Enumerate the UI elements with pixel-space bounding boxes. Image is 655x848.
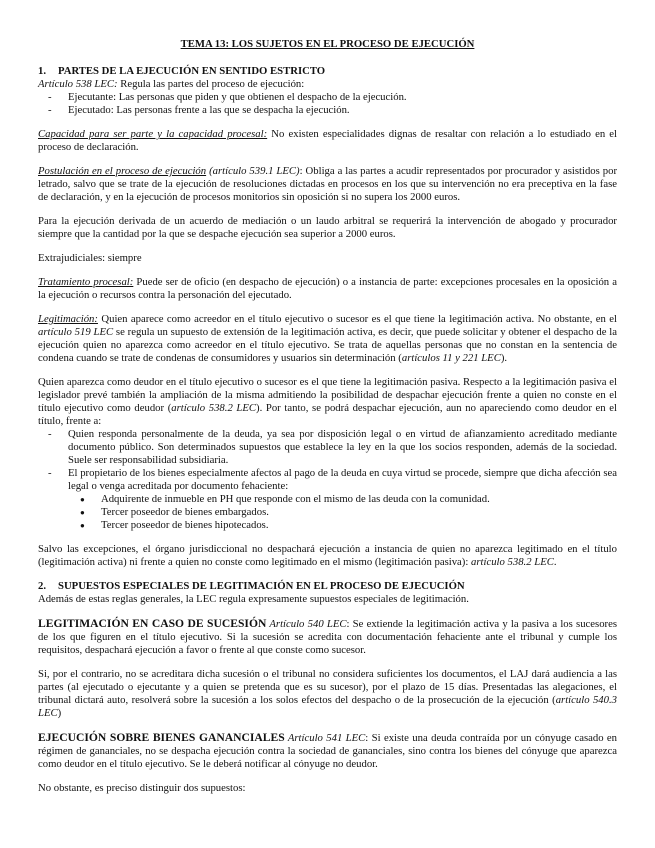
intro-article-ref: Artículo 538 LEC: xyxy=(38,78,118,90)
parties-list xyxy=(38,91,617,117)
passive-legitimation-paragraph xyxy=(38,376,617,428)
postulation-text: : Obliga a las partes a acudir representados por procurador y asistidos por letrado, salvo que se trate de la ejecución de resoluciones dictadas en procesos en los que su intervención no era preceptiva en la fase de declaración, y en la ejecución de procesos monitorios sin oposición si no supera los 2000 euros. xyxy=(38,165,618,203)
section-1-title: PARTES DE LA EJECUCIÓN EN SENTIDO ESTRICTO xyxy=(58,65,326,77)
list-item: ● Tercer poseedor de bienes hipotecados. xyxy=(38,519,617,532)
capacity-label: Capacidad para ser parte y la capacidad procesal: xyxy=(38,128,268,140)
procedural-treatment-paragraph xyxy=(38,276,617,302)
legitimation-text: ). xyxy=(500,352,508,364)
hearing-text: Si, por el contrario, no se acreditara dicha sucesión o el tribunal no considera suficientes los documentos, el LAJ dará audiencia a las partes (al ejecutado o ejecutante y a quien se pretenda que es su sucesor), por el plazo de 15 días. Presentadas las alegaciones, el tribunal dictará auto, resolverá sobre la sucesión a los solos efectos del despacho o de la prosecución de la ejecución ( xyxy=(38,668,617,706)
legitimation-ref: artículo 519 LEC xyxy=(38,326,114,338)
section-2-heading xyxy=(38,580,617,593)
postulation-ref: (artículo 539.1 LEC) xyxy=(209,165,300,177)
passive-list xyxy=(38,428,617,493)
list-item: ● Tercer poseedor de bienes embargados. xyxy=(38,506,617,519)
legitimation-ref: artículos 11 y 221 LEC xyxy=(401,352,501,364)
legitimation-paragraph xyxy=(38,313,617,365)
succession-text: : Se extiende la legitimación activa y la pasiva a los sucesores de los que figuren en el título ejecutivo. Si la sucesión se acredita con documentación fehaciente ante el tribunal y cumple los requisitos, despachará ejecución a favor o frente al que conste como sucesor. xyxy=(38,618,617,656)
section-1-number: 1. xyxy=(38,65,47,77)
owner-sublist xyxy=(38,493,617,532)
succession-heading: LEGITIMACIÓN EN CASO DE SUCESIÓN xyxy=(38,617,267,630)
list-item: - Ejecutante: Las personas que piden y que obtienen el despacho de la ejecución. xyxy=(38,91,617,104)
intro-text: Regula las partes del proceso de ejecución: xyxy=(117,78,305,90)
postulation-label: Postulación en el proceso de ejecución xyxy=(38,165,207,177)
section-1-intro xyxy=(38,78,617,91)
hearing-ref: artículo 540.3 LEC xyxy=(38,694,617,719)
legitimation-text: se regula un supuesto de extensión de la legitimación activa, es decir, que puede solicitar y obtener el despacho de la ejecución quien no aparezca como acreedor en el título ejecutivo. Se trata de aquellas personas que no constan en la sentencia de condena cuando se trate de condenas de consumidores y usuarios sin determinación ( xyxy=(38,326,617,364)
capacity-text: No existen especialidades dignas de resaltar con relación a lo estudiado en el proceso de declaración. xyxy=(38,128,618,153)
section-2-title: SUPUESTOS ESPECIALES DE LEGITIMACIÓN EN EL PROCESO DE EJECUCIÓN xyxy=(58,580,465,592)
exceptions-text: Salvo las excepciones, el órgano jurisdiccional no despachará ejecución a instancia de quien no aparezca legitimado en el título (legitimación activa) ni frente a quien no conste como legitimado en el mismo (legitimación pasiva): xyxy=(38,543,617,568)
section-2-intro: Además de estas reglas generales, la LEC regula expresamente supuestos especiales de legitimación. xyxy=(38,593,469,605)
list-item: - El propietario de los bienes especialmente afectos al pago de la deuda en cuya virtud se procede, siempre que dicha afección sea legal o venga acreditada por documento fehaciente: xyxy=(38,467,617,493)
community-property-text: : Si existe una deuda contraída por un cónyuge casado en régimen de gananciales, no se despacha ejecución contra la sociedad de gananciales, sino contra los bienes del cónyuge que aparezca como deudor en el título ejecutivo. Se le deberá notificar al cónyuge no deudor. xyxy=(38,732,618,770)
succession-ref: Artículo 540 LEC xyxy=(266,618,347,630)
closing-paragraph: No obstante, es preciso distinguir dos supuestos: xyxy=(38,782,246,794)
passive-text: Quien aparezca como deudor en el título ejecutivo o sucesor es el que tiene la legitimación pasiva. Respecto a la legitimación pasiva el legislador prevé también la ampliación de la misma admitiendo la posibilidad de despachar ejecución frente a quien no conste en el título ejecutivo como deudor ( xyxy=(38,376,617,414)
mediation-paragraph: Para la ejecución derivada de un acuerdo de mediación o un laudo arbitral se requerirá la intervención de abogado y procurador siempre que la cantidad por la que se despache ejecución sea superior a 2000 euros. xyxy=(38,215,617,240)
succession-hearing-paragraph xyxy=(38,668,617,720)
exceptions-paragraph xyxy=(38,543,617,569)
treatment-label: Tratamiento procesal: xyxy=(38,276,134,288)
document-title: TEMA 13: LOS SUJETOS EN EL PROCESO DE EJECUCIÓN xyxy=(180,38,475,50)
exceptions-end: . xyxy=(553,556,557,568)
list-item: - Ejecutado: Las personas frente a las que se despacha la ejecución. xyxy=(38,104,617,117)
passive-text: ). Por tanto, se podrá despachar ejecución, aun no apareciendo como deudor en el título, frente a: xyxy=(38,402,617,427)
legitimation-text: Quien aparece como acreedor en el título ejecutivo o sucesor es el que tiene la legitimación activa. No obstante, en el xyxy=(97,313,617,325)
community-property-ref: Artículo 541 LEC xyxy=(284,732,366,744)
extrajudicial-paragraph: Extrajudiciales: siempre xyxy=(38,252,142,264)
community-property-heading: EJECUCIÓN SOBRE BIENES GANANCIALES xyxy=(38,731,285,744)
succession-paragraph xyxy=(38,617,617,657)
community-property-paragraph xyxy=(38,731,617,771)
passive-ref: artículo 538.2 LEC xyxy=(171,402,257,414)
section-2-number: 2. xyxy=(38,580,47,592)
legitimation-label: Legitimación: xyxy=(38,313,98,325)
exceptions-ref: artículo 538.2 LEC xyxy=(471,556,554,568)
capacity-paragraph xyxy=(38,128,617,154)
postulation-paragraph xyxy=(38,165,617,204)
section-1-heading xyxy=(38,65,617,78)
list-item: - Quien responda personalmente de la deuda, ya sea por disposición legal o en virtud de afianzamiento acreditado mediante documento público. Son determinados supuestos que establece la ley en la que los socios responden, además de la sociedad. Suele ser responsabilidad subsidiaria. xyxy=(38,428,617,467)
list-item: ● Adquirente de inmueble en PH que responde con el mismo de las deuda con la comunidad. xyxy=(38,493,617,506)
hearing-end: ) xyxy=(57,707,62,719)
treatment-text: Puede ser de oficio (en despacho de ejecución) o a instancia de parte: excepciones procesales en la oposición a la ejecución o recursos contra la personación del ejecutado. xyxy=(38,276,617,301)
